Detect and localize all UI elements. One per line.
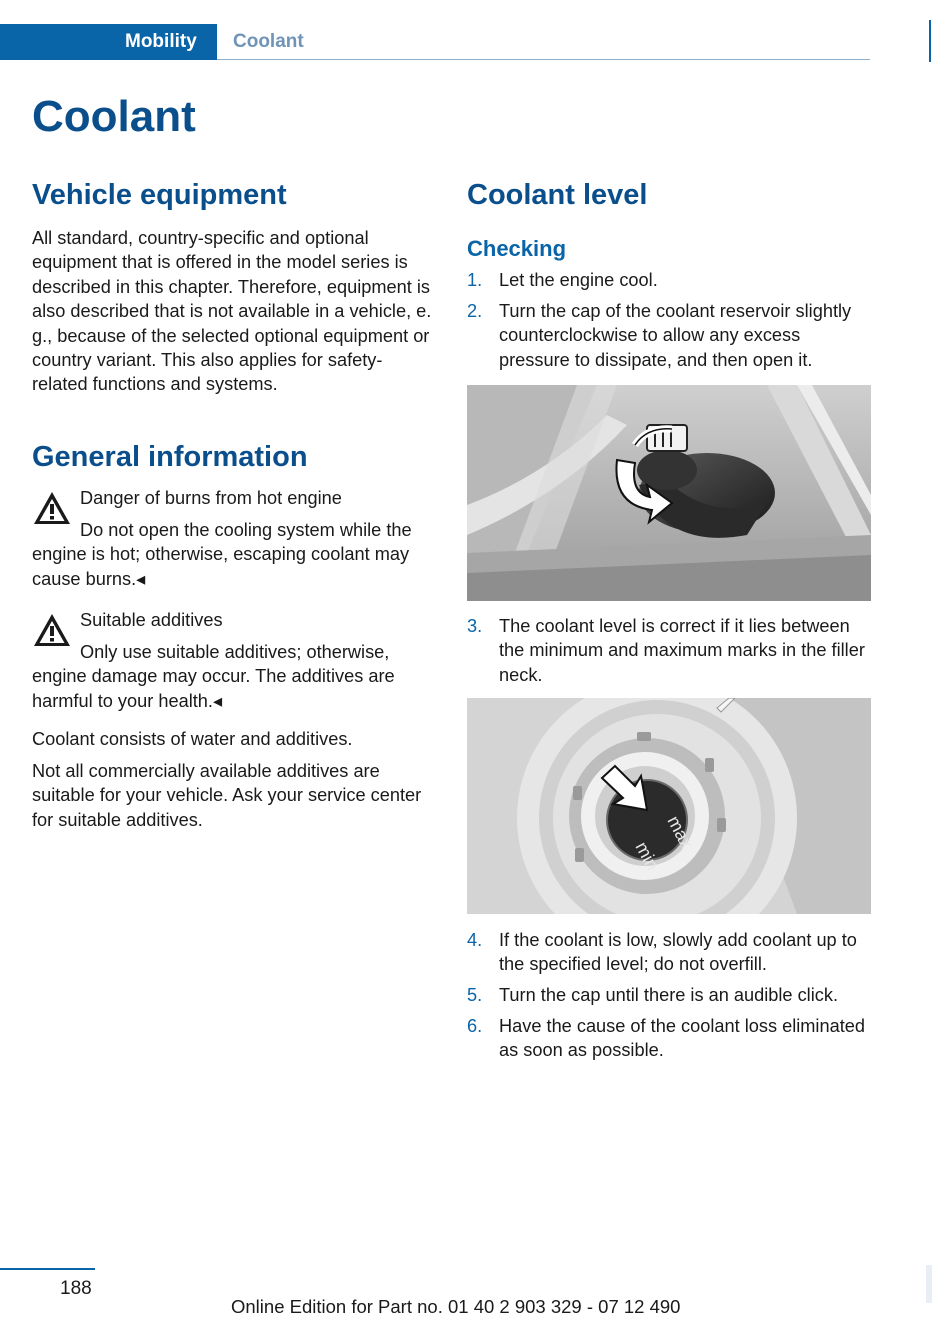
- heading-coolant-level: Coolant level: [467, 179, 648, 211]
- step-number: 5.: [467, 985, 483, 1005]
- step-text: The coolant level is correct if it lies between the minimum and maximum marks in the filler neck.: [499, 616, 865, 685]
- warning-triangle-icon: [32, 490, 72, 526]
- warning-additives: [32, 608, 437, 713]
- step-number: 3.: [467, 616, 483, 636]
- coolant-composition-text: Coolant consists of water and additives.: [32, 729, 353, 749]
- section-tab: Mobility: [0, 24, 217, 60]
- max-mark-label: max: [663, 812, 698, 852]
- heading-vehicle-equipment: Vehicle equipment: [32, 179, 287, 211]
- step-5: [467, 983, 872, 1007]
- edge-mark-bottom: [926, 1265, 932, 1303]
- step-2: [467, 299, 872, 372]
- step-number: 1.: [467, 270, 483, 290]
- heading-general-information: General information: [32, 441, 308, 473]
- step-text: Let the engine cool.: [499, 270, 658, 290]
- min-mark-label: min: [631, 838, 663, 874]
- header-rule: [217, 59, 870, 60]
- coolant-reservoir-illustration: [467, 385, 871, 601]
- additives-advice-text: Not all commercially available additives are suitable for your vehicle. Ask your service center for suitable additives.: [32, 761, 422, 830]
- step-text: If the coolant is low, slowly add coolant up to the specified level; do not overfill.: [499, 930, 857, 975]
- warning-triangle-icon: [32, 612, 72, 648]
- step-number: 4.: [467, 930, 483, 950]
- step-1: [467, 268, 872, 292]
- step-text: Turn the cap of the coolant reservoir slightly counterclockwise to allow any excess pressure to dissipate, and then open it.: [499, 301, 852, 370]
- page-title: Coolant: [32, 92, 196, 141]
- warning-hot-engine: [32, 486, 437, 591]
- warning-title: Danger of burns from hot engine: [80, 488, 342, 508]
- step-number: 6.: [467, 1016, 483, 1036]
- filler-neck-illustration: [467, 698, 871, 914]
- step-6: [467, 1014, 872, 1063]
- step-text: Have the cause of the coolant loss eliminated as soon as possible.: [499, 1016, 865, 1061]
- warning-text: Only use suitable additives; otherwise, engine damage may occur. The additives are harmful to your health.◂: [32, 642, 395, 711]
- breadcrumb: Coolant: [233, 31, 304, 52]
- footer-rule: [0, 1268, 95, 1270]
- warning-text: Do not open the cooling system while the engine is hot; otherwise, escaping coolant may cause burns.◂: [32, 520, 412, 589]
- step-text: Turn the cap until there is an audible click.: [499, 985, 839, 1005]
- vehicle-equipment-text: All standard, country-specific and optional equipment that is offered in the model series is described in this chapter. Therefore, equipment is also described that is not available in a vehicle, e. g., because of the selected optional equipment or country variant. This also applies for safety-related functions and systems.: [32, 228, 432, 395]
- edge-tab-marker: [929, 20, 931, 62]
- step-3: [467, 614, 872, 687]
- warning-title: Suitable additives: [80, 610, 223, 630]
- page-number: 188: [60, 1278, 92, 1299]
- step-number: 2.: [467, 301, 483, 321]
- subheading-checking: Checking: [467, 236, 567, 261]
- edition-footer: Online Edition for Part no. 01 40 2 903 329 - 07 12 490: [231, 1296, 681, 1317]
- step-4: [467, 928, 872, 977]
